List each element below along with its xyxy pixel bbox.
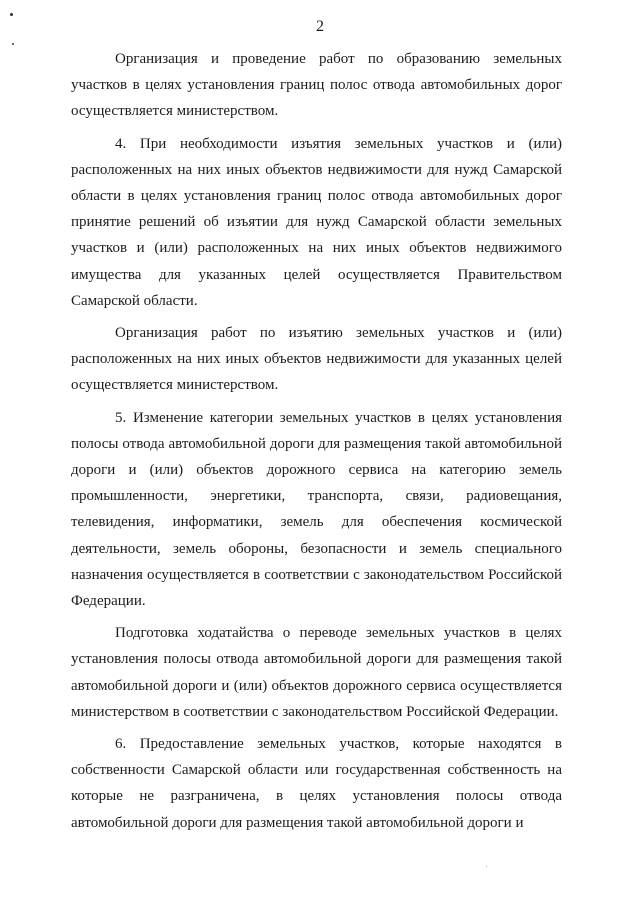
paragraph-petition-preparation: Подготовка ходатайства о переводе земельных участков в целях установления полосы отвода автомобильной дороги для размещения такой автомобильной дороги и (или) объектов дорожного сервиса осуществляется министерством в соответствии с законодательством Российской Федерации.: [71, 625, 562, 720]
paragraph-item-4: 4. При необходимости изъятия земельных участков и (или) расположенных на них иных объектов недвижимости для нужд Самарской области в целях установления границ полос отвода автомобильных дорог принятие решений об изъятии для нужд Самарской области земельных участков и (или) расположенных на них иных объектов недвижимого имущества для указанных целей осуществляется Правительством Самарской области.: [71, 135, 562, 309]
paragraph-organization-seizure: Организация работ по изъятию земельных участков и (или) расположенных на них иных объектов недвижимости для указанных целей осуществляется министерством.: [71, 325, 562, 394]
paragraph-item-6: 6. Предоставление земельных участков, которые находятся в собственности Самарской области или государственная собственность на которые не разграничена, в целях установления полосы отвода автомобильной дороги для размещения такой автомобильной дороги и: [71, 736, 562, 831]
scan-dot: [10, 13, 13, 16]
scan-dot: [486, 866, 487, 867]
page-number: 2: [316, 18, 324, 35]
document-body: [71, 46, 562, 836]
paragraph-item-5: 5. Изменение категории земельных участков в целях установления полосы отвода автомобильной дороги для размещения такой автомобильной дороги и (или) объектов дорожного сервиса на категорию земель промышленности, энергетики, транспорта, связи, радиовещания, телевидения, информатики, земель для обеспечения космической деятельности, земель обороны, безопасности и земель специального назначения осуществляется в соответствии с законодательством Российской Федерации.: [71, 409, 562, 610]
scan-dot: [12, 43, 14, 45]
paragraph-organization-works: Организация и проведение работ по образованию земельных участков в целях установления границ полос отвода автомобильных дорог осуществляется министерством.: [71, 51, 562, 120]
